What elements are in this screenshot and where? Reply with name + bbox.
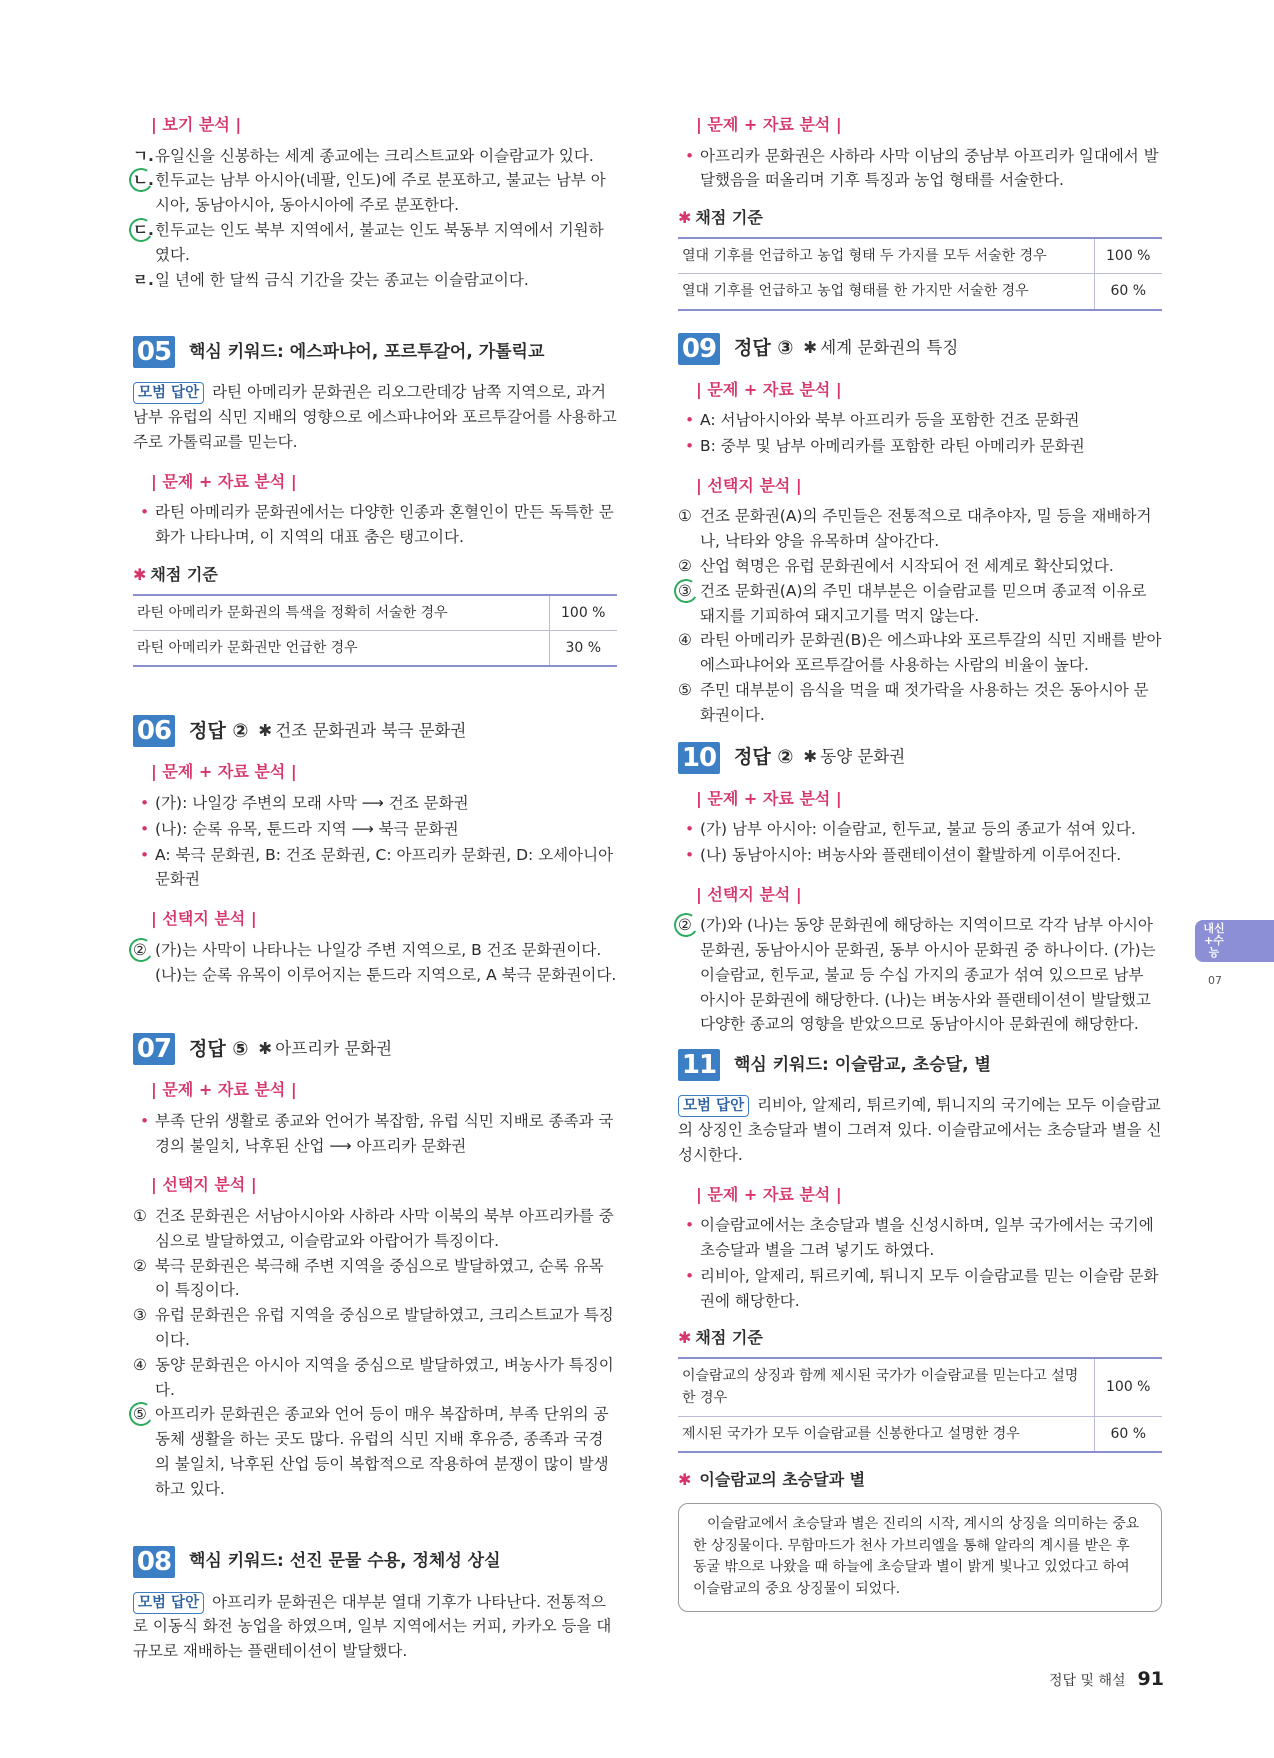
q07-analysis-label: | 문제 + 자료 분석 | bbox=[151, 1080, 297, 1100]
table-row bbox=[678, 274, 1162, 310]
bullet-item: • 이슬람교에서는 초승달과 별을 신성시하며, 일부 국가에서는 국기에 초승달과 별을 그려 넣기도 하였다. bbox=[678, 1213, 1162, 1263]
q09-answer: 정답 ③ bbox=[734, 337, 794, 360]
q06-header bbox=[133, 715, 617, 747]
q06-topic: ✱ 건조 문화권과 북극 문화권 bbox=[258, 721, 467, 741]
choice-item bbox=[133, 1353, 617, 1403]
top-bullets bbox=[678, 144, 1162, 194]
choice-item bbox=[133, 1303, 617, 1353]
q06-number: 06 bbox=[133, 715, 175, 747]
q07-bullets bbox=[133, 1109, 617, 1159]
q05-criteria-label: ✱ 채점 기준 bbox=[133, 564, 218, 584]
q11-number: 11 bbox=[678, 1049, 720, 1081]
right-column bbox=[678, 112, 1162, 1612]
top-analysis-label: | 문제 + 자료 분석 | bbox=[696, 115, 842, 134]
choice-number: ⑤ bbox=[133, 1405, 147, 1424]
q06-choice-label: | 선택지 분석 | bbox=[151, 909, 257, 929]
q06-bullets bbox=[133, 791, 617, 892]
bogi-analysis-label: | 보기 분석 | bbox=[151, 115, 242, 134]
criteria-desc: 라틴 아메리카 문화권의 특색을 정확히 서술한 경우 bbox=[133, 595, 549, 631]
choice-text: 아프리카 문화권은 종교와 언어 등이 매우 복잡하며, 부족 단위의 공동체 생활을 하는 곳도 많다. 유럽의 식민 지배 후유증, 종족과 국경의 불일치, 낙후된 산업 등이 복합적으로 작용하여 분쟁이 많이 발생하고 있다. bbox=[155, 1405, 609, 1498]
footer-label: 정답 및 해설 bbox=[1049, 1673, 1126, 1689]
table-row bbox=[678, 1416, 1162, 1452]
q08-model-answer: 모범 답안 아프리카 문화권은 대부분 열대 기후가 나타난다. 전통적으로 이동식 화전 농업을 하였으며, 일부 지역에서는 커피, 카카오 등을 대규모로 재배하는 플랜테이션이 발달했다. bbox=[133, 1592, 612, 1661]
bogi-item bbox=[133, 168, 617, 218]
q07-header bbox=[133, 1033, 617, 1065]
bogi-item bbox=[133, 218, 617, 268]
choice-number: ④ bbox=[678, 631, 692, 650]
choice-item bbox=[133, 1402, 617, 1501]
choice-text: 건조 문화권은 서남아시아와 사하라 사막 이북의 북부 아프리카를 중심으로 발달하였고, 이슬람교와 아랍어가 특징이다. bbox=[155, 1207, 614, 1250]
choice-item bbox=[133, 1204, 617, 1254]
q10-topic: ✱ 동양 문화권 bbox=[803, 747, 906, 767]
q11-title: 핵심 키워드: 이슬람교, 초승달, 별 bbox=[734, 1054, 991, 1075]
criteria-desc: 제시된 국가가 모두 이슬람교를 신봉한다고 설명한 경우 bbox=[678, 1416, 1094, 1452]
bogi-item-mark: ㄷ. bbox=[133, 220, 154, 239]
circle-mark-icon bbox=[127, 1400, 155, 1428]
q11-note-box: 이슬람교에서 초승달과 별은 진리의 시작, 계시의 상징을 의미하는 중요한 상징물이다. 무함마드가 천사 가브리엘을 통해 알라의 계시를 받은 후 동굴 밖으로 나왔을 때 하늘에 초승달과 별이 밝게 빛나고 있었다고 하여 이슬람교의 중요 상징물이 되었다. bbox=[678, 1503, 1162, 1612]
choice-number: ⑤ bbox=[678, 680, 692, 699]
q06-answer: 정답 ② bbox=[189, 720, 249, 743]
choice-text: 동양 문화권은 아시아 지역을 중심으로 발달하였고, 벼농사가 특징이다. bbox=[155, 1355, 614, 1399]
q10-choice-label: | 선택지 분석 | bbox=[696, 884, 802, 904]
choice-text: 산업 혁명은 유럽 문화권에서 시작되어 전 세계로 확산되었다. bbox=[700, 556, 1114, 575]
choice-text: 유럽 문화권은 유럽 지역을 중심으로 발달하였고, 크리스트교가 특징이다. bbox=[155, 1306, 614, 1350]
q07-choices bbox=[133, 1204, 617, 1502]
choice-text: (가)는 사막이 나타나는 나일강 주변 지역으로, B 건조 문화권이다. (나)는 순록 유목이 이루어지는 툰드라 지역으로, A 북극 문화권이다. bbox=[155, 940, 617, 984]
bogi-item-text: 일 년에 한 달씩 금식 기간을 갖는 종교는 이슬람교이다. bbox=[155, 270, 529, 289]
q06-analysis-label: | 문제 + 자료 분석 | bbox=[151, 762, 297, 782]
table-row bbox=[133, 595, 617, 631]
bogi-item-mark: ㄹ. bbox=[133, 270, 154, 289]
criteria-desc: 이슬람교의 상징과 함께 제시된 국가가 이슬람교를 믿는다고 설명한 경우 bbox=[678, 1358, 1094, 1416]
bogi-item-mark: ㄴ. bbox=[133, 171, 154, 190]
q07-answer: 정답 ⑤ bbox=[189, 1038, 249, 1061]
choice-number: ① bbox=[133, 1207, 147, 1226]
bullet-item: • A: 북극 문화권, B: 건조 문화권, C: 아프리카 문화권, D: 오세아니아 문화권 bbox=[133, 843, 617, 893]
choice-number: ③ bbox=[678, 581, 692, 600]
q09-number: 09 bbox=[678, 333, 720, 365]
q05-number: 05 bbox=[133, 336, 175, 368]
left-column bbox=[133, 112, 617, 1672]
choice-text: 건조 문화권(A)의 주민들은 전통적으로 대추야자, 밀 등을 재배하거나, 낙타와 양을 유목하며 살아간다. bbox=[700, 507, 1152, 551]
q05-bullets bbox=[133, 500, 617, 550]
q07-choice-label: | 선택지 분석 | bbox=[151, 1175, 257, 1195]
model-answer-badge: 모범 답안 bbox=[678, 1095, 749, 1117]
bogi-item-text: 유일신을 신봉하는 세계 종교에는 크리스트교와 이슬람교가 있다. bbox=[155, 146, 594, 165]
page-number: 91 bbox=[1137, 1668, 1164, 1690]
circle-mark-icon bbox=[127, 935, 155, 963]
table-row bbox=[678, 238, 1162, 274]
choice-text: (가)와 (나)는 동양 문화권에 해당하는 지역이므로 각각 남부 아시아 문화권, 동남아시아 문화권, 동부 아시아 문화권 중 하나이다. (가)는 이슬람교, 힌두교, 불교 등 수십 가지의 종교가 섞여 있으므로 남부 아시아 문화권에 해당한다. (나)는 벼농사와 플랜테이션이 발달했고 다양한 종교의 영향을 받았으므로 동남아시아 문화권에 해당한다. bbox=[700, 916, 1156, 1034]
q05-title: 핵심 키워드: 에스파냐어, 포르투갈어, 가톨릭교 bbox=[189, 341, 545, 362]
q05-criteria-table bbox=[133, 594, 617, 668]
table-row bbox=[678, 1358, 1162, 1416]
q10-bullets bbox=[678, 817, 1162, 868]
q09-choice-label: | 선택지 분석 | bbox=[696, 475, 802, 495]
choice-number: ③ bbox=[133, 1306, 147, 1325]
bogi-item-text: 힌두교는 인도 북부 지역에서, 불교는 인도 북동부 지역에서 기원하였다. bbox=[155, 220, 604, 264]
choice-number: ② bbox=[133, 940, 147, 959]
bullet-item: • (나): 순록 유목, 툰드라 지역 ⟶ 북극 문화권 bbox=[133, 817, 617, 842]
q07-topic: ✱ 아프리카 문화권 bbox=[258, 1039, 393, 1059]
side-tab bbox=[1195, 920, 1274, 962]
q10-analysis-label: | 문제 + 자료 분석 | bbox=[696, 788, 842, 808]
criteria-desc: 열대 기후를 언급하고 농업 형태를 한 가지만 서술한 경우 bbox=[678, 274, 1094, 310]
choice-item bbox=[133, 1254, 617, 1304]
circle-mark-icon bbox=[672, 911, 700, 939]
bullet-item: • B: 중부 및 남부 아메리카를 포함한 라틴 아메리카 문화권 bbox=[678, 434, 1162, 459]
bogi-list bbox=[133, 144, 617, 293]
q09-choices bbox=[678, 504, 1162, 727]
criteria-desc: 라틴 아메리카 문화권만 언급한 경우 bbox=[133, 630, 549, 666]
choice-item bbox=[678, 678, 1162, 728]
q11-header bbox=[678, 1049, 1162, 1081]
q11-criteria-table bbox=[678, 1357, 1162, 1453]
choice-text: 북극 문화권은 북극해 주변 지역을 중심으로 발달하였고, 순록 유목이 특징이다. bbox=[155, 1256, 604, 1300]
bullet-item: • (나) 동남아시아: 벼농사와 플랜테이션이 활발하게 이루어진다. bbox=[678, 843, 1162, 868]
side-tab-number: 07 bbox=[1208, 974, 1222, 987]
q10-header bbox=[678, 742, 1162, 774]
bogi-item-text: 힌두교는 남부 아시아(네팔, 인도)에 주로 분포하고, 불교는 남부 아시아, 동남아시아, 동아시아에 주로 분포한다. bbox=[155, 171, 606, 215]
choice-item bbox=[678, 628, 1162, 678]
choice-item bbox=[678, 913, 1162, 1037]
bullet-item: • 라틴 아메리카 문화권에서는 다양한 인종과 혼혈인이 만든 독특한 문화가 나타나며, 이 지역의 대표 춤은 탱고이다. bbox=[133, 500, 617, 550]
q11-criteria-label: ✱ 채점 기준 bbox=[678, 1328, 763, 1348]
criteria-percent: 100 % bbox=[1094, 238, 1162, 274]
choice-text: 주민 대부분이 음식을 먹을 때 젓가락을 사용하는 것은 동아시아 문화권이다. bbox=[700, 680, 1149, 724]
choice-item bbox=[133, 938, 617, 988]
q08-number: 08 bbox=[133, 1546, 175, 1578]
q08-title: 핵심 키워드: 선진 문물 수용, 정체성 상실 bbox=[189, 1551, 501, 1572]
q09-analysis-label: | 문제 + 자료 분석 | bbox=[696, 379, 842, 399]
criteria-percent: 30 % bbox=[549, 630, 617, 666]
bogi-item bbox=[133, 268, 617, 293]
bullet-item: • 아프리카 문화권은 사하라 사막 이남의 중남부 아프리카 일대에서 발달했음을 떠올리며 기후 특징과 농업 형태를 서술한다. bbox=[678, 144, 1162, 194]
choice-item bbox=[678, 504, 1162, 554]
choice-number: ② bbox=[678, 556, 692, 575]
choice-number: ④ bbox=[133, 1355, 147, 1374]
q08-header bbox=[133, 1546, 617, 1578]
q11-analysis-label: | 문제 + 자료 분석 | bbox=[696, 1184, 842, 1204]
bullet-item: • A: 서남아시아와 북부 아프리카 등을 포함한 건조 문화권 bbox=[678, 408, 1162, 433]
choice-item bbox=[678, 579, 1162, 629]
criteria-percent: 60 % bbox=[1094, 1416, 1162, 1452]
q05-model-answer: 모범 답안 라틴 아메리카 문화권은 리오그란데강 남쪽 지역으로, 과거 남부 유럽의 식민 지배의 영향으로 에스파냐어와 포르투갈어를 사용하고 주로 가톨릭교를 믿는다. bbox=[133, 383, 617, 451]
q05-header bbox=[133, 336, 617, 368]
bogi-item-mark: ㄱ. bbox=[133, 146, 154, 165]
choice-item bbox=[678, 554, 1162, 579]
side-tab-label: 내신+수능 bbox=[1203, 922, 1225, 959]
table-row bbox=[133, 630, 617, 666]
choice-number: ① bbox=[678, 507, 692, 526]
q06-choices bbox=[133, 938, 617, 988]
q10-number: 10 bbox=[678, 742, 720, 774]
criteria-percent: 60 % bbox=[1094, 274, 1162, 310]
criteria-desc: 열대 기후를 언급하고 농업 형태 두 가지를 모두 서술한 경우 bbox=[678, 238, 1094, 274]
q09-topic: ✱ 세계 문화권의 특징 bbox=[803, 338, 959, 358]
bullet-item: • (가): 나일강 주변의 모래 사막 ⟶ 건조 문화권 bbox=[133, 791, 617, 816]
q05-analysis-label: | 문제 + 자료 분석 | bbox=[151, 471, 297, 491]
q10-answer: 정답 ② bbox=[734, 746, 794, 769]
bullet-item: • 리비아, 알제리, 튀르키예, 튀니지 모두 이슬람교를 믿는 이슬람 문화권에 해당한다. bbox=[678, 1264, 1162, 1314]
top-criteria-table bbox=[678, 237, 1162, 311]
q11-model-answer: 모범 답안 리비아, 알제리, 튀르키예, 튀니지의 국기에는 모두 이슬람교의 상징인 초승달과 별이 그려져 있다. 이슬람교에서는 초승달과 별을 신성시한다. bbox=[678, 1096, 1162, 1164]
top-criteria-label: ✱ 채점 기준 bbox=[678, 208, 763, 228]
circle-mark-icon bbox=[672, 577, 700, 605]
model-answer-badge: 모범 답안 bbox=[133, 382, 204, 404]
page-footer bbox=[1049, 1664, 1164, 1694]
choice-text: 건조 문화권(A)의 주민 대부분은 이슬람교를 믿으며 종교적 이유로 돼지를 기피하여 돼지고기를 먹지 않는다. bbox=[700, 581, 1147, 625]
choice-text: 라틴 아메리카 문화권(B)은 에스파냐와 포르투갈의 식민 지배를 받아 에스파냐어와 포르투갈어를 사용하는 사람의 비율이 높다. bbox=[700, 631, 1162, 675]
q11-note-title: ✱ 이슬람교의 초승달과 별 bbox=[678, 1470, 866, 1490]
criteria-percent: 100 % bbox=[1094, 1358, 1162, 1416]
model-answer-badge: 모범 답안 bbox=[133, 1592, 204, 1614]
q09-header bbox=[678, 333, 1162, 365]
choice-number: ② bbox=[678, 916, 692, 935]
q09-bullets bbox=[678, 408, 1162, 459]
q11-bullets bbox=[678, 1213, 1162, 1313]
bullet-item: • 부족 단위 생활로 종교와 언어가 복잡함, 유럽 식민 지배로 종족과 국경의 불일치, 낙후된 산업 ⟶ 아프리카 문화권 bbox=[133, 1109, 617, 1159]
q07-number: 07 bbox=[133, 1033, 175, 1065]
choice-number: ② bbox=[133, 1256, 147, 1275]
bullet-item: • (가) 남부 아시아: 이슬람교, 힌두교, 불교 등의 종교가 섞여 있다. bbox=[678, 817, 1162, 842]
bogi-item bbox=[133, 144, 617, 169]
q10-choices bbox=[678, 913, 1162, 1037]
criteria-percent: 100 % bbox=[549, 595, 617, 631]
